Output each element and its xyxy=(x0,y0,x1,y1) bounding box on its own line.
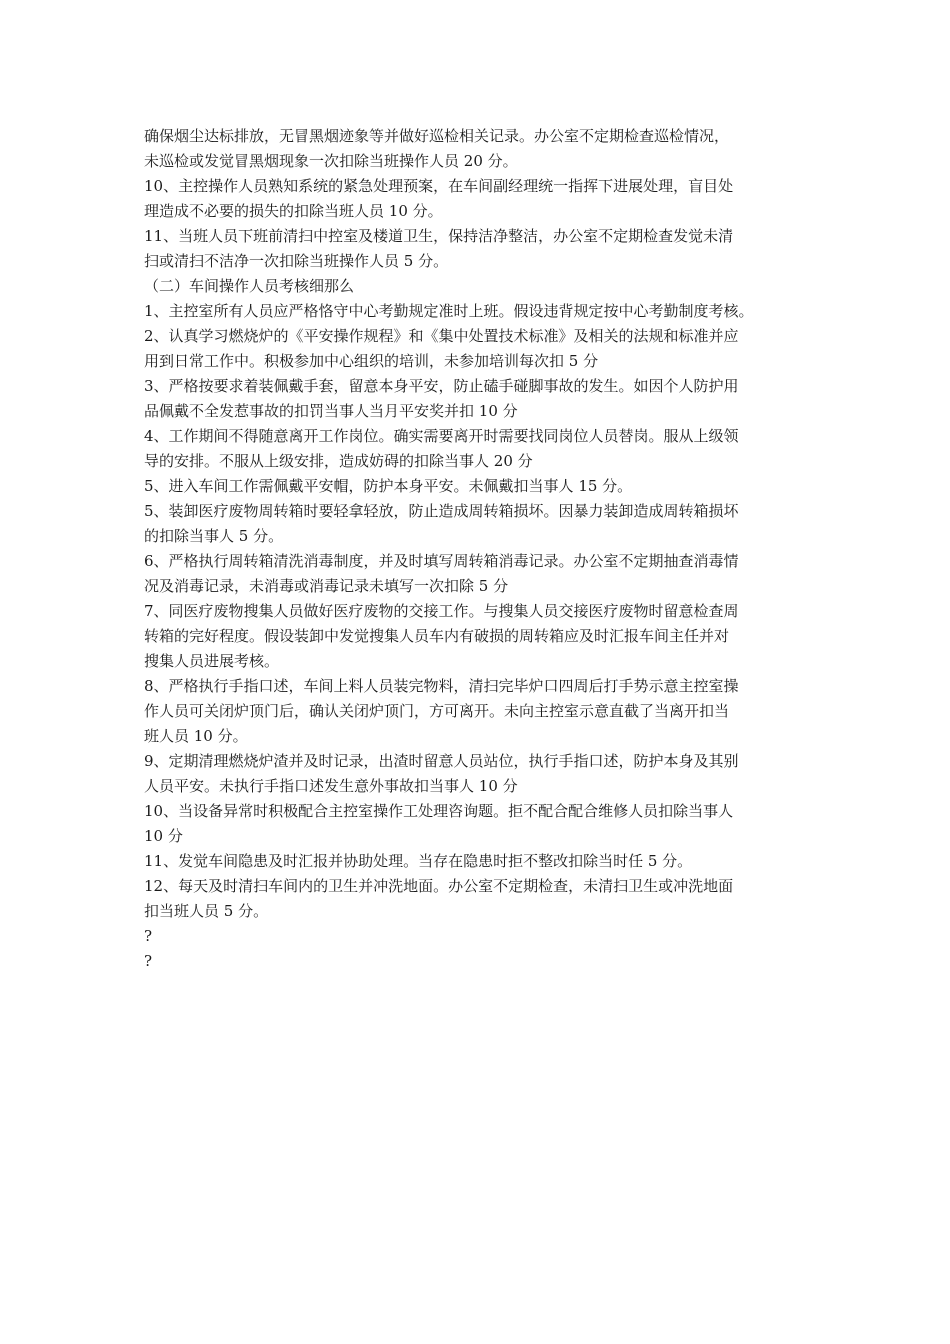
text-line: 班人员 10 分。 xyxy=(144,727,248,745)
text-line: 作人员可关闭炉顶门后，确认关闭炉顶门，方可离开。未向主控室示意直截了当离开扣当 xyxy=(144,702,730,720)
text-line: ? xyxy=(144,952,153,970)
text-line: 6、严格执行周转箱清洗消毒制度，并及时填写周转箱消毒记录。办公室不定期抽查消毒情 xyxy=(144,552,739,570)
text-line: 9、定期清理燃烧炉渣并及时记录，出渣时留意人员站位，执行手指口述，防护本身及其别 xyxy=(144,752,739,770)
text-line: 1、主控室所有人员应严格恪守中心考勤规定准时上班。假设违背规定按中心考勤制度考核。 xyxy=(144,302,754,320)
text-line: 10、当设备异常时积极配合主控室操作工处理咨询题。拒不配合配合维修人员扣除当事人 xyxy=(144,802,734,820)
text-line: 7、同医疗废物搜集人员做好医疗废物的交接工作。与搜集人员交接医疗废物时留意检查周 xyxy=(144,602,739,620)
text-line: 搜集人员进展考核。 xyxy=(144,652,280,670)
text-line: 11、当班人员下班前清扫中控室及楼道卫生，保持洁净整洁，办公室不定期检查发觉未清 xyxy=(144,227,734,245)
text-line: 5、装卸医疗废物周转箱时要轻拿轻放，防止造成周转箱损坏。因暴力装卸造成周转箱损坏 xyxy=(144,502,739,520)
text-line: 4、工作期间不得随意离开工作岗位。确实需要离开时需要找同岗位人员替岗。服从上级领 xyxy=(144,427,739,445)
text-line: 的扣除当事人 5 分。 xyxy=(144,527,284,545)
text-line: 10、主控操作人员熟知系统的紧急处理预案，在车间副经理统一指挥下进展处理，盲目处 xyxy=(144,177,734,195)
text-line: 理造成不必要的损失的扣除当班人员 10 分。 xyxy=(144,202,443,220)
text-line: 12、每天及时清扫车间内的卫生并冲洗地面。办公室不定期检查，未清扫卫生或冲洗地面 xyxy=(144,877,734,895)
text-line: 扣当班人员 5 分。 xyxy=(144,902,269,920)
text-line: 况及消毒记录，未消毒或消毒记录未填写一次扣除 5 分 xyxy=(144,577,509,595)
document-body xyxy=(144,124,816,974)
section-heading: （二）车间操作人员考核细那么 xyxy=(144,277,355,295)
text-line: ? xyxy=(144,927,153,945)
text-line: 3、严格按要求着装佩戴手套，留意本身平安，防止磕手碰脚事故的发生。如因个人防护用 xyxy=(144,377,739,395)
text-line: 8、严格执行手指口述，车间上料人员装完物料，清扫完毕炉口四周后打手势示意主控室操 xyxy=(144,677,739,695)
text-line: 转箱的完好程度。假设装卸中发觉搜集人员车内有破损的周转箱应及时汇报车间主任并对 xyxy=(144,627,730,645)
text-line: 11、发觉车间隐患及时汇报并协助处理。当存在隐患时拒不整改扣除当时任 5 分。 xyxy=(144,852,693,870)
text-line: 品佩戴不全发惹事故的扣罚当事人当月平安奖并扣 10 分 xyxy=(144,402,518,420)
text-line: 扫或清扫不洁净一次扣除当班操作人员 5 分。 xyxy=(144,252,449,270)
text-line: 5、进入车间工作需佩戴平安帽，防护本身平安。未佩戴扣当事人 15 分。 xyxy=(144,477,633,495)
text-line: 用到日常工作中。积极参加中心组织的培训，未参加培训每次扣 5 分 xyxy=(144,352,599,370)
text-line: 2、认真学习燃烧炉的《平安操作规程》和《集中处置技术标准》及相关的法规和标准并应 xyxy=(144,327,739,345)
text-line: 导的安排。不服从上级安排，造成妨碍的扣除当事人 20 分 xyxy=(144,452,533,470)
text-line: 10 分 xyxy=(144,827,183,845)
text-line: 确保烟尘达标排放，无冒黑烟迹象等并做好巡检相关记录。办公室不定期检查巡检情况， xyxy=(144,127,730,145)
text-line: 未巡检或发觉冒黑烟现象一次扣除当班操作人员 20 分。 xyxy=(144,152,518,170)
text-line: 人员平安。未执行手指口述发生意外事故扣当事人 10 分 xyxy=(144,777,518,795)
